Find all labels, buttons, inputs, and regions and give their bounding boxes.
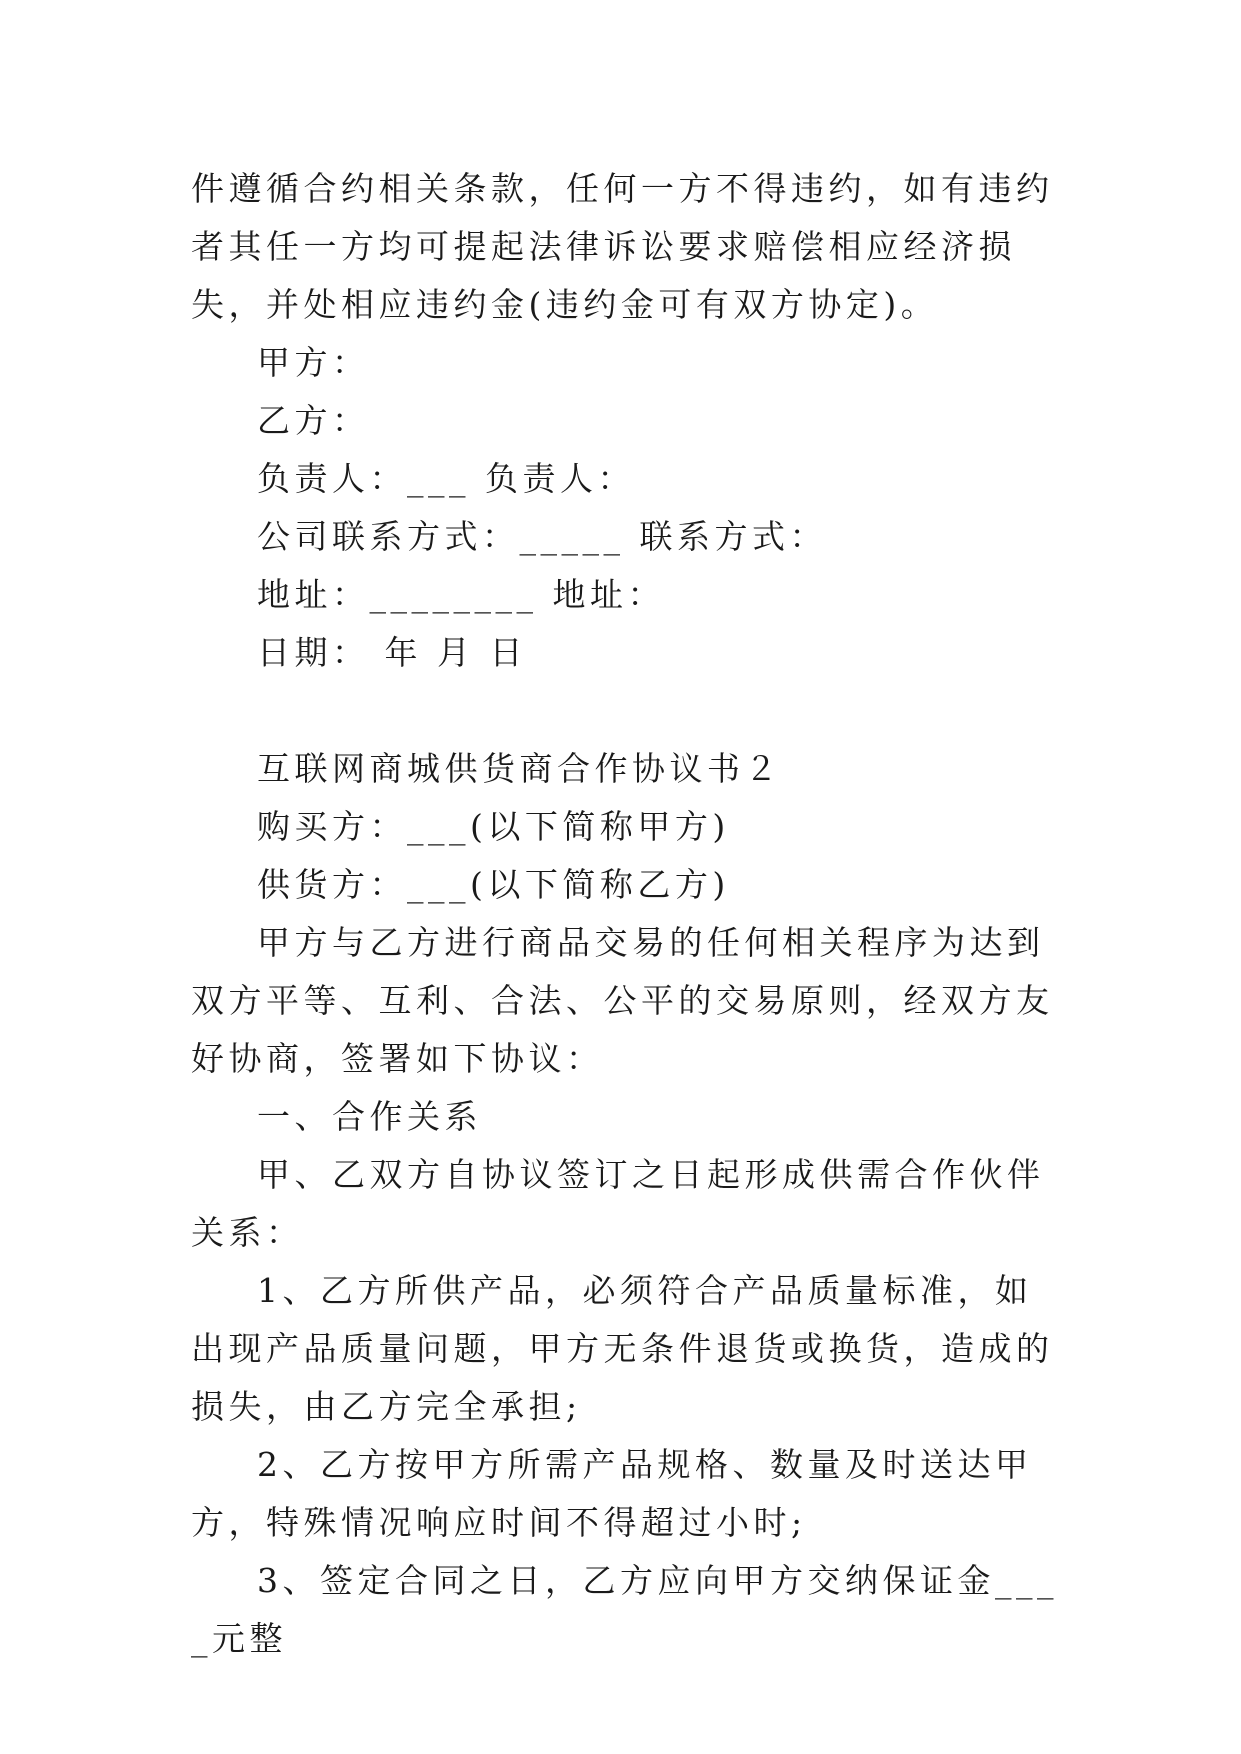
responsible-person-line: 负责人：___ 负责人： — [257, 459, 635, 498]
section-heading-cooperation: 一、合作关系 — [257, 1097, 482, 1136]
paragraph-breach-clause: 件遵循合约相关条款，任何一方不得违约，如有违约者其任一方均可提起法律诉讼要求赔偿相应经济损失，并处相应违约金(违约金可有双方协定)。 — [191, 169, 1054, 324]
agreement-title: 互联网商城供货商合作协议书２ — [257, 749, 782, 788]
date-line: 日期： 年 月 日 — [257, 633, 527, 672]
supplier-line: 供货方：___(以下简称乙方) — [257, 865, 730, 904]
party-a-signature-line: 甲方： — [257, 343, 370, 382]
section-spacer — [191, 682, 1061, 740]
clause-3-deposit: 3、签定合同之日，乙方应向甲方交纳保证金____元整 — [191, 1561, 1058, 1658]
party-b-signature-line: 乙方： — [257, 401, 370, 440]
paragraph-preamble: 甲方与乙方进行商品交易的任何相关程序为达到双方平等、互利、合法、公平的交易原则，经双方友好协商，签署如下协议： — [191, 923, 1054, 1078]
address-line: 地址：________ 地址： — [257, 575, 665, 614]
clause-1-quality: 1、乙方所供产品，必须符合产品质量标准，如出现产品质量问题，甲方无条件退货或换货，造成的损失，由乙方完全承担; — [191, 1271, 1054, 1426]
paragraph-partnership: 甲、乙双方自协议签订之日起形成供需合作伙伴关系： — [191, 1155, 1045, 1252]
document-body — [191, 160, 1061, 1668]
contact-info-line: 公司联系方式：_____ 联系方式： — [257, 517, 827, 556]
clause-2-delivery: 2、乙方按甲方所需产品规格、数量及时送达甲方，特殊情况响应时间不得超过小时; — [191, 1445, 1033, 1542]
buyer-line: 购买方：___(以下简称甲方) — [257, 807, 730, 846]
